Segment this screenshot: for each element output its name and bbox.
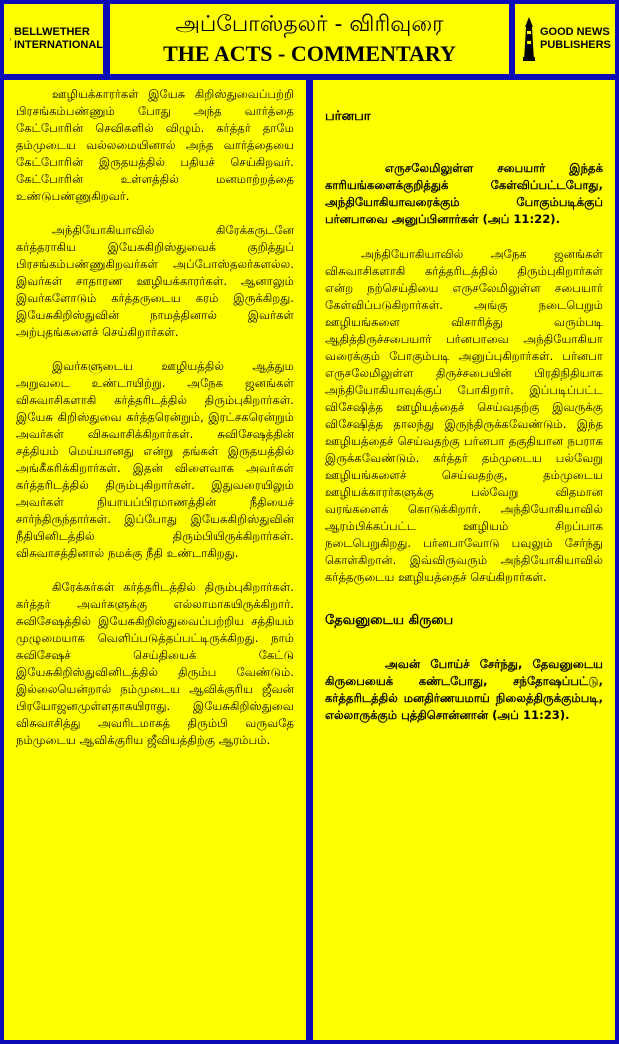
logo-line: BELLWETHER (13, 26, 90, 38)
bellwether-logo-box (4, 4, 103, 74)
logo-line: PUBLISHERS (540, 39, 611, 51)
scripture-quote: அவன் போய்ச் சேர்ந்து, தேவனுடைய கிருபையைக் கண்டபோது, சந்தோஷப்பட்டு, கர்த்தரிடத்தில் மனதிர்ணயமாய் நிலைத்திருக்கும்படி, எல்லாருக்கும் புத்திசொன்னான் (அப் 11:23). (325, 657, 603, 722)
bellwether-logo-text (14, 26, 103, 52)
title-box (110, 4, 509, 74)
section-heading: பர்னபா (325, 109, 371, 124)
body-paragraph: ஊழியக்காரர்கள் இயேசு கிறிஸ்துவைப்பற்றி பிரசங்கம்பண்ணும் போது அந்த வார்த்தை கேட்போரின் செவிகளில் விழும். கர்த்தர் தாமே தம்முடைய வல்லமையினால் அந்த வார்த்தையை கேட்போரின் இருதயத்தில் பதியச் செய்கிறவர். கேட்போரின் உள்ளத்தில் மனமாற்றத்தை உண்டுபண்ணுகிறவர். (16, 87, 294, 203)
section-heading: தேவனுடைய கிருபை (325, 613, 454, 628)
tower-logo-icon (10, 17, 11, 61)
title-tamil: அப்போஸ்தலர் - விரிவுரை (175, 12, 444, 37)
scripture-quote: எருசலேமிலுள்ள சபையார் இந்தக் காரியங்களைக்குறித்துக் கேள்விப்பட்டபோது, அந்தியோகியாவரைக்கும் போகும்படிக்குப் பர்னபாவை அனுப்பினார்கள் (அப் 11:22). (325, 161, 603, 226)
body-paragraph: இவர்களுடைய ஊழியத்தில் ஆத்தும அறுவடை உண்டாயிற்று. அநேக ஜனங்கள் விசுவாசிகளாகி கர்த்தரிடத்தில் திரும்புகிறார்கள். இயேசு கிறிஸ்துவை கர்த்தரென்றும், இரட்சகரென்றும் அவர்கள் விசுவாசிக்கிறார்கள். சுவிசேஷத்தின் சத்தியம் மெய்யானது என்று தங்கள் இருதயத்தில் அங்கீகரிக்கிறார்கள். இதன் விளைவாக அவர்கள் கர்த்தரிடத்தில் திரும்புகிறார்கள். இதுவரையிலும் அவர்கள் நியாயப்பிரமாணத்தின் நீதியைச் சார்ந்திருந்தார்கள். இப்போது இயேசுகிறிஸ்துவின் நீதியினிடத்தில் திரும்பியிருக்கிறார்கள். விசுவாசத்தினால் நமக்கு நீதி உண்டாகிறது. (16, 359, 294, 560)
goodnews-logo-box (515, 4, 615, 74)
body-paragraph: அந்தியோகியாவில் கிரேக்கருடனே கர்த்தராகிய இயேசுகிறிஸ்துவைக் குறித்துப் பிரசங்கம்பண்ணுகிறவர்கள் அப்போஸ்தலர்களல்ல. இவர்கள் சாதாரண ஊழியக்காரர்கள். ஆனாலும் இவர்களோடும் கர்த்தருடைய கரம் இருக்கிறது. இயேசுகிறிஸ்துவின் நாமத்தினால் இவர்கள் அற்புதங்களைச் செய்கிறார்கள். (16, 223, 294, 339)
logo-line: INTERNATIONAL (13, 39, 103, 51)
tower-logo-icon (521, 17, 537, 61)
body-paragraph: கிரேக்கர்கள் கர்த்தரிடத்தில் திரும்புகிறார்கள். கர்த்தர் அவர்களுக்கு எல்லாமாகயிருக்கிறார். சுவிசேஷத்தில் இயேசுகிறிஸ்துவைப்பற்றிய சத்தியம் முழுமையாக வெளிப்படுத்தப்பட்டிருக்கிறது. நாம் சுவிசேஷச் செய்தியைக் கேட்டு இயேசுகிறிஸ்துவினிடத்தில் திரும்ப வேண்டும். இல்லையென்றால் நம்முடைய ஆவிக்குரிய ஜீவன் பிரயோஜனமுள்ளதாகயிராது. இயேசுகிறிஸ்துவை விசுவாசித்து அவரிடமாகத் திரும்பி வருவதே நம்முடைய ஆவிக்குரிய ஜீவியத்திற்கு ஆரம்பம். (16, 580, 294, 747)
title-english: THE ACTS - COMMENTARY (163, 41, 456, 66)
right-column (313, 80, 615, 1040)
goodnews-logo-text (540, 26, 611, 52)
logo-line: GOOD NEWS (540, 26, 610, 38)
body-paragraph: அந்தியோகியாவில் அநேக ஜனங்கள் விசுவாசிகளாகி கர்த்தரிடத்தில் திரும்புகிறார்கள் என்ற நற்செய்தியை எருசலேமிலுள்ள சபையார் கேள்விப்படுகிறார்கள். அங்கு நடைபெறும் ஊழியங்களை விசாரித்து வரும்படி ஆதித்திருச்சபையார் பர்னபாவை அந்தியோகியா வரைக்கும் போகும்படி அனுப்புகிறார்கள். பர்னபா எருசலேமிலுள்ள திருச்சபையின் பிரதிநிதியாக அந்தியோகியாவுக்குப் போகிறார். இப்படிப்பட்ட விசேஷித்த ஊழியத்தைச் செய்வதற்கு இவருக்கு விசேஷித்த தாலந்து இருந்திருக்கவேண்டும். இந்த ஊழியத்தைச் செய்வதற்கு பர்னபா தகுதியான நபராக இருக்கவேண்டும். கர்த்தர் தம்முடைய பல்வேறு ஊழியங்களைச் செய்வதற்கு, தம்முடைய ஊழியக்காரர்களுக்கு பல்வேறு விதமான வரங்களைக் கொடுக்கிறார். அந்தியோகியாவில் ஆரம்பிக்கப்பட்ட ஊழியம் சிறப்பாக நடைபெறுகிறது. பர்னபாவோடு பவுலும் சேர்ந்து கொள்கிறான். இவ்விருவரும் அந்தியோகியாவில் கர்த்தருடைய ஊழியத்தைச் செய்கிறார்கள். (325, 247, 603, 584)
left-column (4, 80, 306, 1040)
